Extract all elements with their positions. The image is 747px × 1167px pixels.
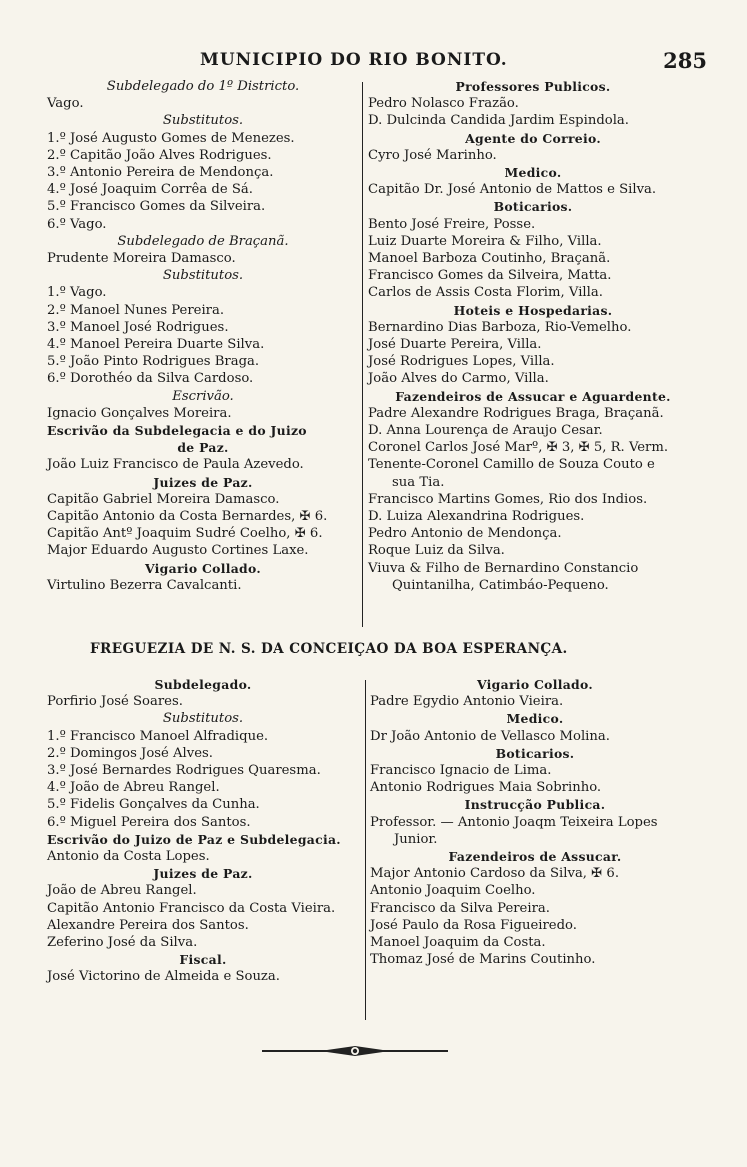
entry-line: Antonio Rodrigues Maia Sobrinho. (370, 780, 602, 796)
entry-line: Luiz Duarte Moreira & Filho, Villa. (368, 233, 602, 249)
page-header (40, 48, 707, 76)
entry-line: Roque Luiz da Silva. (368, 543, 505, 559)
section-heading: Juizes de Paz. (153, 474, 253, 490)
entry-line: 6.º Dorothéo da Silva Cardoso. (47, 371, 254, 387)
entry-line: Pedro Nolasco Frazão. (368, 96, 519, 112)
column-divider (365, 680, 366, 1020)
entry-line: João Alves do Carmo, Villa. (368, 371, 549, 387)
entry-line: José Duarte Pereira, Villa. (368, 337, 542, 353)
section-heading: Subdelegado do 1º Districto. (106, 79, 300, 94)
entry-line: Francisco Gomes da Silveira, Matta. (368, 268, 612, 284)
entry-line: 1.º Vago. (47, 285, 107, 301)
entry-line: 5.º Francisco Gomes da Silveira. (47, 199, 266, 215)
section-heading: Medico. (506, 711, 564, 727)
section-heading: Instrucção Publica. (464, 797, 606, 813)
entry-line: Capitão Gabriel Moreira Damasco. (47, 491, 280, 507)
entry-line: Prudente Moreira Damasco. (47, 251, 236, 267)
entry-line: Tenente-Coronel Camillo de Souza Couto e (368, 457, 655, 473)
entry-line: 4.º José Joaquim Corrêa de Sá. (47, 182, 253, 198)
entry-line: Capitão Antonio Francisco da Costa Vieira. (47, 900, 336, 916)
ornament-rule (260, 1044, 450, 1058)
entry-line: 4.º João de Abreu Rangel. (47, 780, 220, 796)
entry-line: 2.º Domingos José Alves. (47, 745, 213, 761)
entry-line: 3.º José Bernardes Rodrigues Quaresma. (47, 763, 321, 779)
entry-line: sua Tia. (392, 474, 445, 490)
section-heading: Boticarios. (493, 199, 573, 215)
entry-line: Antonio Joaquim Coelho. (370, 883, 536, 899)
section-heading: Escrivão. (172, 388, 234, 404)
entry-line: Viuva & Filho de Bernardino Constancio (368, 560, 639, 576)
entry-line: 2.º Capitão João Alves Rodrigues. (47, 147, 272, 163)
entry-line: Francisco Martins Gomes, Rio dos Indios. (368, 491, 648, 507)
section-heading: Fazendeiros de Assucar. (448, 849, 622, 865)
entry-line: Escrivão do Juizo de Paz e Subdelegacia. (47, 831, 341, 847)
entry-line: José Victorino de Almeida e Souza. (47, 969, 280, 985)
section-heading: Vigario Collado. (144, 560, 261, 576)
entry-line: Pedro Antonio de Mendonça. (368, 526, 562, 542)
entry-line: Francisco Ignacio de Lima. (370, 763, 552, 779)
entry-line: 1.º José Augusto Gomes de Menezes. (47, 130, 295, 146)
entry-line: Francisco da Silva Pereira. (370, 900, 550, 916)
entry-line: D. Luiza Alexandrina Rodrigues. (368, 509, 585, 525)
section-heading: Substitutos. (162, 711, 244, 727)
entry-line: Dr João Antonio de Vellasco Molina. (370, 728, 610, 744)
entry-line: Zeferino José da Silva. (47, 935, 198, 951)
entry-line: Carlos de Assis Costa Florim, Villa. (368, 285, 603, 301)
entry-line: D. Dulcinda Candida Jardim Espindola. (368, 113, 629, 129)
entry-line: Major Antonio Cardoso da Silva, ✠ 6. (370, 866, 620, 882)
entry-line: José Paulo da Rosa Figueiredo. (370, 917, 577, 933)
entry-line: 2.º Manoel Nunes Pereira. (47, 302, 225, 318)
entry-line: Padre Alexandre Rodrigues Braga, Braçanã. (368, 405, 664, 421)
section-heading: Boticarios. (495, 745, 575, 761)
entry-line: Alexandre Pereira dos Santos. (47, 917, 249, 933)
entry-line: 4.º Manoel Pereira Duarte Silva. (47, 337, 265, 353)
entry-line: D. Anna Lourença de Araujo Cesar. (368, 423, 603, 439)
entry-line: 5.º Fidelis Gonçalves da Cunha. (47, 797, 260, 813)
section-heading: Juizes de Paz. (153, 866, 253, 882)
entry-line: Ignacio Gonçalves Moreira. (47, 405, 232, 421)
section-heading: Substitutos. (162, 268, 244, 284)
entry-line: 1.º Francisco Manoel Alfradique. (47, 728, 269, 744)
entry-line: Junior. (394, 831, 438, 847)
entry-line: 6.º Vago. (47, 216, 107, 232)
entry-line: Antonio da Costa Lopes. (47, 849, 210, 865)
entry-line: 6.º Miguel Pereira dos Santos. (47, 814, 251, 830)
right-column-bottom (370, 676, 700, 968)
entry-line: 3.º Manoel José Rodrigues. (47, 319, 229, 335)
entry-line: Capitão Antonio da Costa Bernardes, ✠ 6. (47, 509, 328, 525)
section-title: FREGUEZIA DE N. S. DA CONCEIÇAO DA BOA ESPERANÇA. (90, 641, 568, 657)
entry-line: Bento José Freire, Posse. (368, 216, 536, 232)
entry-line: Coronel Carlos José Marº, ✠ 3, ✠ 5, R. Verm. (368, 440, 669, 456)
entry-line: Manoel Barboza Coutinho, Braçanã. (368, 251, 611, 267)
entry-line: Capitão Dr. José Antonio de Mattos e Silva. (368, 182, 657, 198)
entry-line: Quintanilha, Catimbáo-Pequeno. (392, 577, 609, 593)
section-heading: Subdelegado. (154, 677, 252, 692)
entry-line: Vago. (47, 96, 84, 112)
entry-line: Professor. — Antonio Joaqm Teixeira Lopes (370, 814, 658, 830)
entry-line: 5.º João Pinto Rodrigues Braga. (47, 354, 260, 370)
section-heading: Subdelegado de Braçanã. (117, 233, 289, 249)
entry-line: Thomaz José de Marins Coutinho. (370, 952, 596, 968)
page-title: MUNICIPIO DO RIO BONITO. (200, 50, 508, 70)
column-divider (362, 82, 363, 627)
entry-line: Porfirio José Soares. (47, 694, 183, 710)
entry-line: Escrivão da Subdelegacia e do Juizo (47, 423, 307, 439)
section-heading: Agente do Correio. (465, 130, 601, 146)
entry-line: João Luiz Francisco de Paula Azevedo. (47, 457, 304, 473)
section-heading: Fazendeiros de Assucar e Aguardente. (395, 388, 671, 404)
section-heading: Hoteis e Hospedarias. (453, 302, 613, 318)
entry-line: Cyro José Marinho. (368, 147, 497, 163)
entry-line: João de Abreu Rangel. (47, 883, 197, 899)
entry-line: Bernardino Dias Barboza, Rio-Vemelho. (368, 319, 632, 335)
section-heading: Professores Publicos. (455, 79, 611, 94)
section-heading: de Paz. (177, 440, 229, 456)
section-heading: Fiscal. (179, 952, 227, 968)
entry-line: Capitão Antº Joaquim Sudré Coelho, ✠ 6. (47, 526, 323, 542)
entry-line: Major Eduardo Augusto Cortines Laxe. (47, 543, 309, 559)
entry-line: José Rodrigues Lopes, Villa. (368, 354, 555, 370)
section-heading: Vigario Collado. (476, 677, 593, 692)
left-column-top (47, 78, 359, 594)
right-column-top (368, 78, 698, 594)
entry-line: Padre Egydio Antonio Vieira. (370, 694, 564, 710)
page-number: 285 (663, 48, 707, 73)
entry-line: Manoel Joaquim da Costa. (370, 935, 546, 951)
entry-line: 3.º Antonio Pereira de Mendonça. (47, 165, 274, 181)
left-column-bottom (47, 676, 359, 986)
section-heading: Substitutos. (162, 113, 244, 129)
entry-line: Virtulino Bezerra Cavalcanti. (47, 577, 242, 593)
section-heading: Medico. (504, 165, 562, 181)
